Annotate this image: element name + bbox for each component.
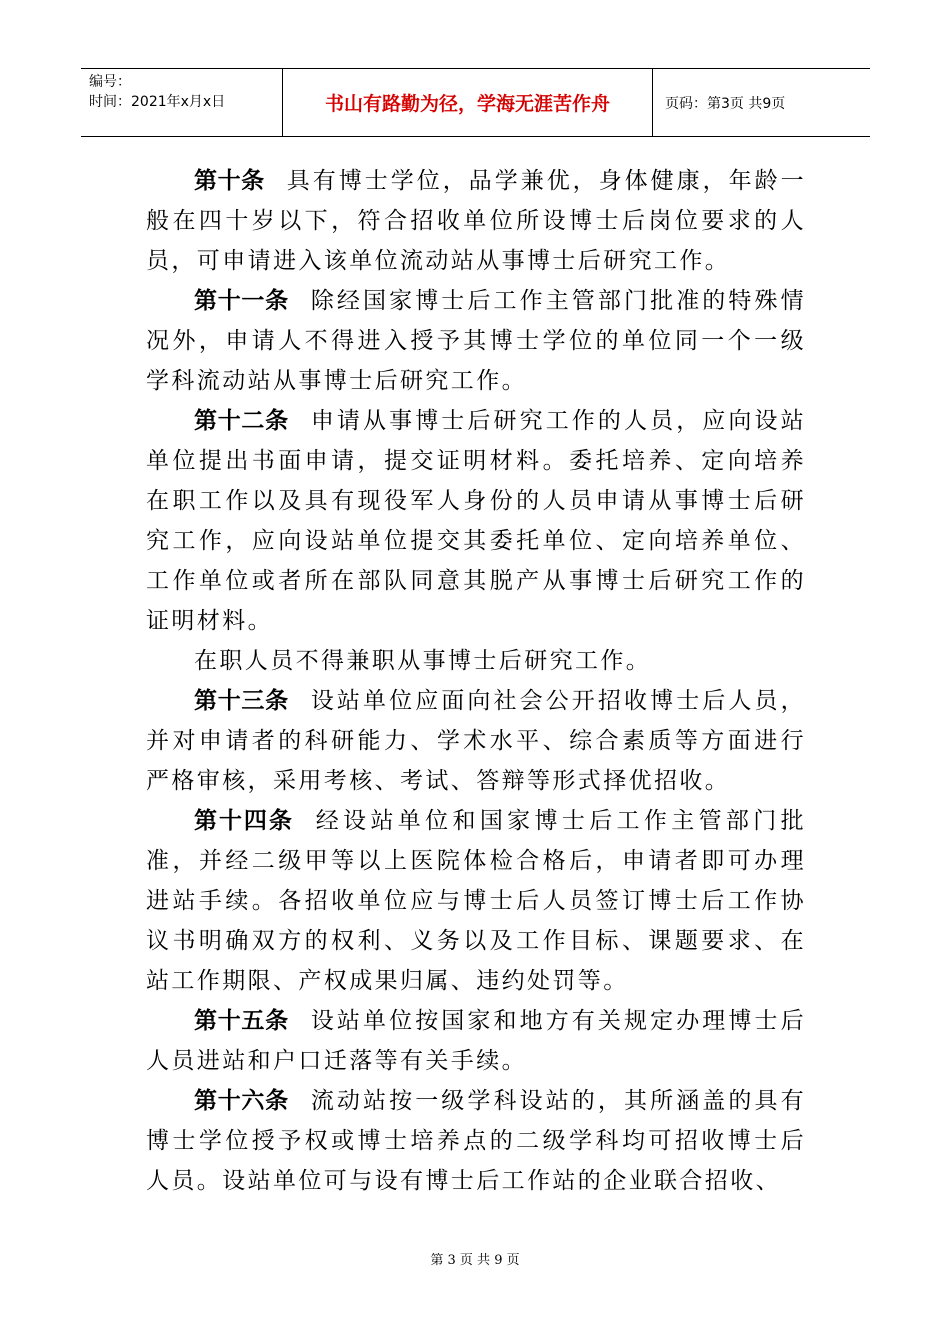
article-text: 具有博士学位，品学兼优，身体健康，年龄一般在四十岁以下，符合招收单位所设博士后岗位要求的人员，可申请进入该单位流动站从事博士后研究工作。	[146, 168, 807, 274]
article-number: 第十一条	[194, 288, 289, 314]
article-paragraph	[146, 401, 806, 641]
article-text: 设站单位应面向社会公开招收博士后人员，并对申请者的科研能力、学术水平、综合素质等方面进行严格审核，采用考核、考试、答辩等形式择优招收。	[146, 688, 807, 794]
article-paragraph	[146, 1001, 806, 1081]
document-number-label: 编号：	[89, 74, 131, 90]
article-text: 申请从事博士后研究工作的人员，应向设站单位提出书面申请，提交证明材料。委托培养、定向培养在职工作以及具有现役军人身份的人员申请从事博士后研究工作，应向设站单位提交其委托单位、定向培养单位、工作单位或者所在部队同意其脱产从事博士后研究工作的证明材料。	[146, 408, 807, 634]
plain-paragraph	[146, 641, 806, 681]
page-footer: 第 3 页 共 9 页	[430, 1253, 520, 1268]
article-text: 设站单位按国家和地方有关规定办理博士后人员进站和户口迁落等有关手续。	[146, 1008, 807, 1074]
article-paragraph	[146, 161, 806, 281]
article-number: 第十二条	[194, 408, 289, 434]
article-number: 第十五条	[194, 1008, 289, 1034]
article-number: 第十六条	[194, 1088, 289, 1114]
article-paragraph	[146, 801, 806, 1001]
document-time-label: 时间：2021年x月x日	[89, 94, 226, 110]
header-page-info: 页码：第3页 共9页	[665, 95, 786, 112]
article-paragraph	[146, 681, 806, 801]
article-text: 流动站按一级学科设站的，其所涵盖的具有博士学位授予权或博士培养点的二级学科均可招收博士后人员。设站单位可与设有博士后工作站的企业联合招收、	[146, 1088, 807, 1194]
article-paragraph	[146, 1081, 806, 1201]
paragraph-text: 在职人员不得兼职从事博士后研究工作。	[194, 648, 652, 674]
header-table	[81, 68, 870, 137]
header-motto: 书山有路勤为径，学海无涯苦作舟	[283, 69, 653, 136]
article-number: 第十四条	[194, 808, 294, 834]
header-left-cell	[81, 69, 283, 136]
article-text: 除经国家博士后工作主管部门批准的特殊情况外，申请人不得进入授予其博士学位的单位同一个一级学科流动站从事博士后研究工作。	[146, 288, 807, 394]
article-number: 第十三条	[194, 688, 289, 714]
article-number: 第十条	[194, 168, 265, 194]
article-paragraph	[146, 281, 806, 401]
document-body	[146, 161, 806, 1201]
article-text: 经设站单位和国家博士后工作主管部门批准，并经二级甲等以上医院体检合格后，申请者即可办理进站手续。各招收单位应与博士后人员签订博士后工作协议书明确双方的权利、义务以及工作目标、课题要求、在站工作期限、产权成果归属、违约处罚等。	[146, 808, 807, 994]
